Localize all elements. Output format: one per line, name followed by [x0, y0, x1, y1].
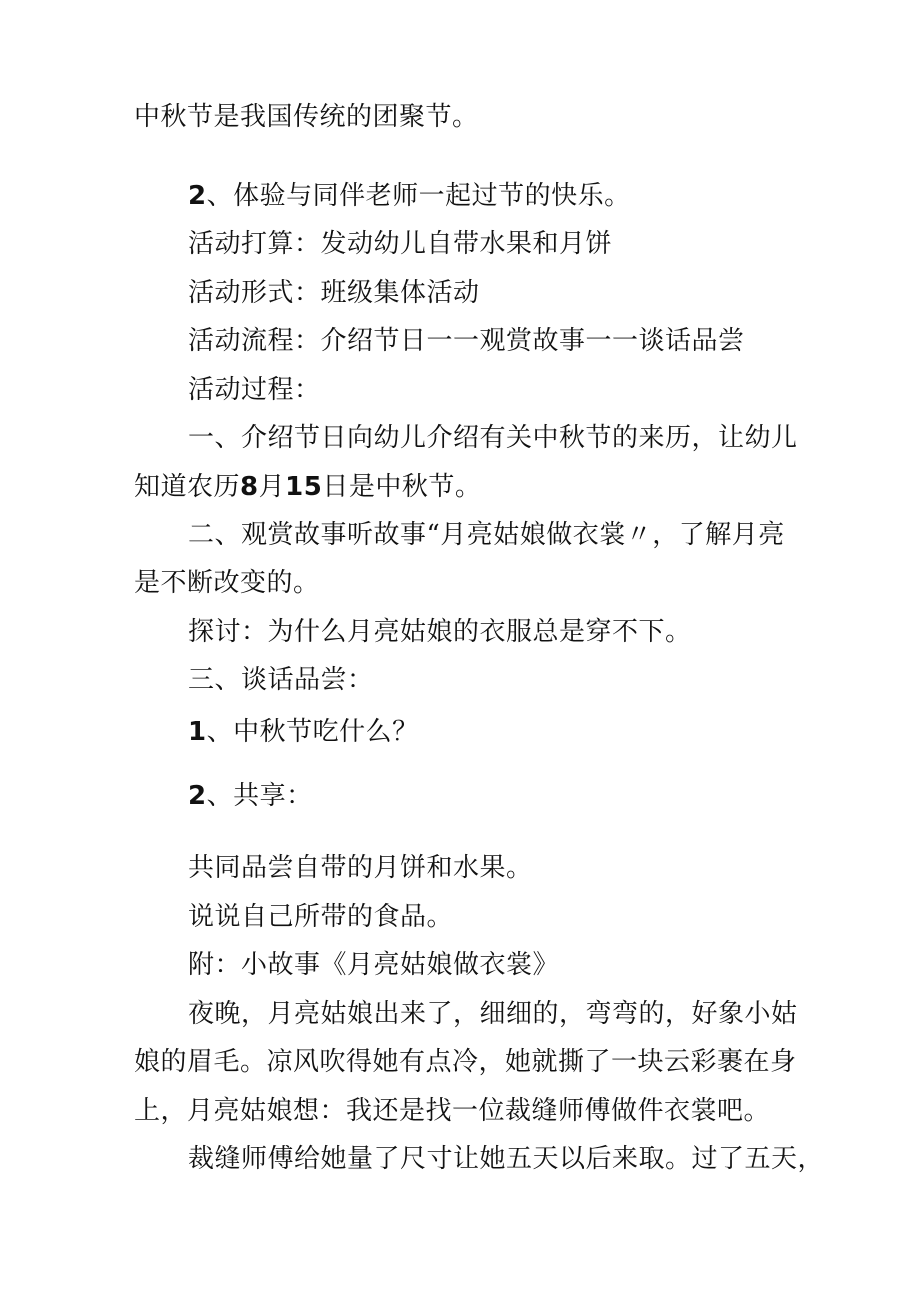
text-line-14: 2、共享：	[188, 781, 313, 811]
text-line-15: 共同品尝自带的月饼和水果。	[188, 853, 533, 883]
text-line-13: 1、中秋节吃什么？	[188, 717, 419, 747]
text-line-4: 活动形式：班级集体活动	[188, 278, 480, 308]
text-line-19: 娘的眉毛。凉风吹得她有点冷，她就撕了一块云彩裹在身	[134, 1047, 797, 1077]
text-line-6: 活动过程：	[188, 375, 321, 405]
text-line-7: 一、介绍节日向幼儿介绍有关中秋节的来历，让幼儿	[188, 423, 798, 453]
text-line-12: 三、谈话品尝：	[188, 665, 374, 695]
text-line-1: 中秋节是我国传统的团聚节。	[134, 102, 479, 132]
text-line-10: 是不断改变的。	[134, 568, 320, 598]
text-line-2: 2、体验与同伴老师一起过节的快乐。	[188, 181, 631, 211]
text-line-5: 活动流程：介绍节日一一观赏故事一一谈话品尝	[188, 326, 745, 356]
text-line-3: 活动打算：发动幼儿自带水果和月饼	[188, 229, 613, 259]
text-line-16: 说说自己所带的食品。	[188, 902, 454, 932]
text-line-20: 上，月亮姑娘想：我还是找一位裁缝师傅做件衣裳吧。	[134, 1096, 771, 1126]
text-line-11: 探讨：为什么月亮姑娘的衣服总是穿不下。	[188, 617, 692, 647]
text-line-8: 知道农历8月15日是中秋节。	[134, 472, 482, 502]
text-line-17: 附：小故事《月亮姑娘做衣裳》	[188, 950, 560, 980]
text-line-21: 裁缝师傅给她量了尺寸让她五天以后来取。过了五天，	[188, 1144, 825, 1174]
text-line-9: 二、观赏故事听故事“月亮姑娘做衣裳〃，了解月亮	[188, 520, 785, 550]
text-line-18: 夜晚，月亮姑娘出来了，细细的，弯弯的，好象小姑	[188, 999, 798, 1029]
